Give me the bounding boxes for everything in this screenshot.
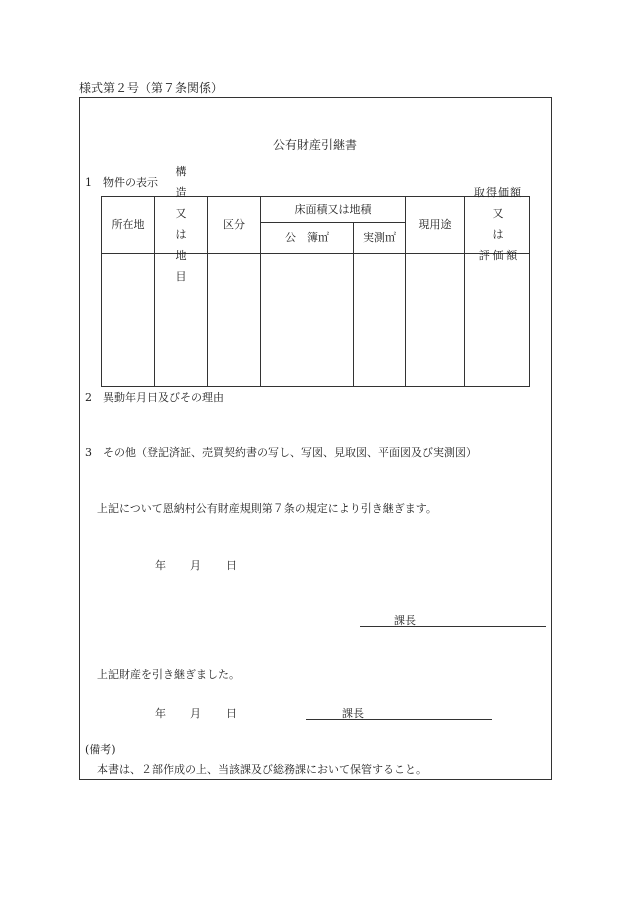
header-area-measured: 実測㎡	[363, 231, 396, 245]
remarks-text: 本書は、２部作成の上、当該課及び総務課において保管すること。	[97, 763, 427, 776]
signature-line-2	[306, 719, 492, 720]
date-year-2: 年	[155, 707, 166, 720]
header-area-public: 公 簿㎡	[285, 231, 329, 245]
header-location: 所在地	[111, 218, 145, 232]
date-month-2: 月	[190, 707, 201, 720]
header-category: 区分	[223, 218, 245, 232]
header-structure: 構 造 又 は 地 目	[175, 165, 218, 283]
date-day-1: 日	[226, 559, 237, 572]
header-current-use: 現用途	[418, 218, 452, 232]
signature-label-1: 課長	[394, 614, 416, 627]
section-2-heading: 2 異動年月日及びその理由	[85, 391, 224, 404]
date-month-1: 月	[190, 559, 201, 572]
header-area-group: 床面積又は地積	[294, 202, 372, 216]
signature-line-1	[360, 626, 546, 627]
section-1-heading: 1 物件の表示	[85, 176, 158, 189]
date-day-2: 日	[226, 707, 237, 720]
transfer-statement: 上記について恩納村公有財産規則第７条の規定により引き継ぎます。	[97, 502, 437, 515]
remarks-label: (備考)	[85, 743, 116, 756]
signature-label-2: 課長	[342, 707, 364, 720]
section-3-heading: 3 その他（登記済証、売買契約書の写し、写図、見取図、平面図及び実測図）	[85, 446, 477, 459]
receipt-statement: 上記財産を引き継ぎました。	[97, 668, 240, 681]
form-label: 様式第２号（第７条関係）	[79, 81, 224, 95]
date-year-1: 年	[155, 559, 166, 572]
document-title: 公有財産引継書	[272, 138, 357, 152]
header-value: 取得価額 又 は 評価額	[473, 186, 535, 262]
